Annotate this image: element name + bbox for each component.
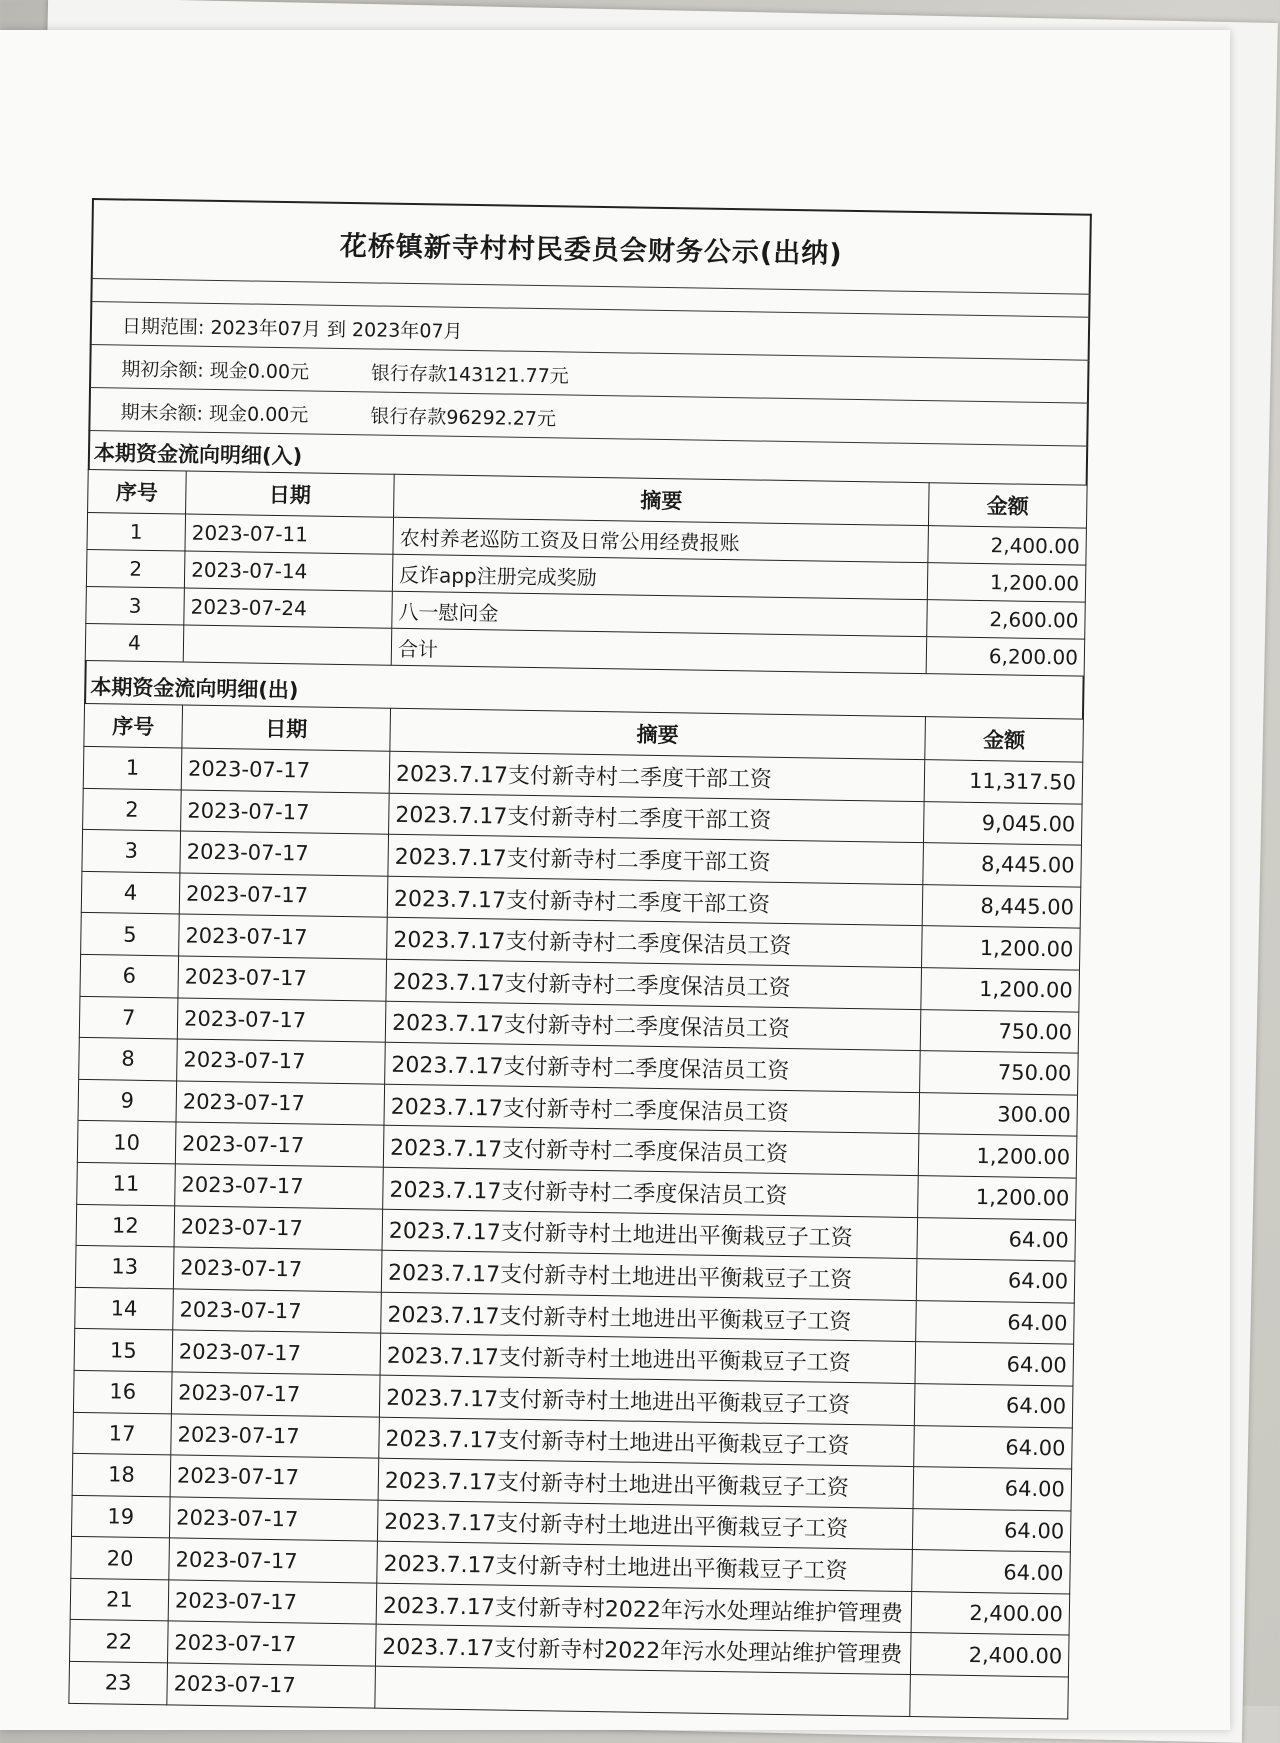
- row-amount: 1,200.00: [918, 1176, 1077, 1220]
- row-no: 11: [77, 1162, 176, 1205]
- row-amount: 64.00: [914, 1383, 1073, 1427]
- row-amount: 64.00: [916, 1300, 1075, 1344]
- row-no: 5: [81, 913, 180, 956]
- row-date: 2023-07-17: [173, 1247, 382, 1292]
- row-amount: 2,600.00: [927, 600, 1086, 639]
- row-summary: 2023.7.17支付新寺村土地进出平衡栽豆子工资: [377, 1541, 913, 1591]
- row-no: 8: [79, 1038, 178, 1081]
- row-date: 2023-07-17: [178, 956, 387, 1001]
- row-amount: 750.00: [920, 1009, 1079, 1053]
- row-amount: 64.00: [913, 1467, 1072, 1511]
- row-date: 2023-07-17: [167, 1663, 376, 1708]
- income-table: [85, 469, 1088, 677]
- document-title: 花桥镇新寺村村民委员会财务公示(出纳): [91, 198, 1092, 295]
- row-amount: 6,200.00: [926, 637, 1085, 676]
- row-no: 16: [73, 1370, 172, 1413]
- expense-rows: [69, 746, 1083, 1718]
- row-summary: [375, 1666, 911, 1716]
- finance-notice: [68, 198, 1092, 1719]
- row-no: 4: [85, 623, 184, 662]
- row-date: 2023-07-17: [171, 1413, 380, 1458]
- header-summary: 摘要: [390, 708, 926, 759]
- row-no: 20: [71, 1537, 170, 1580]
- row-date: 2023-07-17: [170, 1455, 379, 1500]
- row-date: 2023-07-17: [172, 1330, 381, 1375]
- row-no: 7: [79, 996, 178, 1039]
- header-no: 序号: [84, 703, 183, 748]
- paper-sheet: [0, 30, 1230, 1730]
- header-summary: 摘要: [394, 474, 930, 525]
- row-no: 15: [74, 1329, 173, 1372]
- row-summary: 八一慰问金: [392, 591, 928, 636]
- row-amount: 64.00: [916, 1259, 1075, 1303]
- income-section-label: 本期资金流向明细(入): [88, 431, 1088, 485]
- row-date: 2023-07-17: [169, 1538, 378, 1583]
- header-amount: 金额: [925, 717, 1084, 762]
- row-amount: 64.00: [912, 1550, 1071, 1594]
- row-no: 10: [77, 1121, 176, 1164]
- closing-bank: 银行存款96292.27元: [370, 405, 557, 431]
- row-summary: 2023.7.17支付新寺村二季度保洁员工资: [387, 918, 923, 968]
- row-no: 13: [75, 1246, 174, 1289]
- row-summary: 2023.7.17支付新寺村二季度保洁员工资: [385, 1042, 921, 1092]
- row-amount: 8,445.00: [922, 884, 1081, 928]
- row-date: 2023-07-17: [179, 873, 388, 918]
- row-amount: 750.00: [920, 1051, 1079, 1095]
- row-no: 9: [78, 1079, 177, 1122]
- closing-cash: 期末余额: 现金0.00元: [120, 401, 309, 427]
- row-date: 2023-07-17: [175, 1122, 384, 1167]
- row-summary: 2023.7.17支付新寺村二季度保洁员工资: [383, 1167, 919, 1217]
- header-date: 日期: [186, 471, 395, 517]
- row-amount: 11,317.50: [924, 760, 1083, 804]
- row-summary: 2023.7.17支付新寺村二季度干部工资: [389, 793, 925, 843]
- row-date: 2023-07-14: [184, 551, 393, 591]
- row-date: 2023-07-17: [181, 748, 390, 793]
- row-date: 2023-07-17: [177, 998, 386, 1043]
- row-summary: 合计: [391, 628, 927, 673]
- row-summary: 2023.7.17支付新寺村土地进出平衡栽豆子工资: [379, 1375, 915, 1425]
- row-no: 17: [73, 1412, 172, 1455]
- row-date: 2023-07-17: [167, 1621, 376, 1666]
- opening-cash: 期初余额: 现金0.00元: [121, 358, 310, 384]
- row-date: 2023-07-24: [184, 588, 393, 628]
- row-amount: 1,200.00: [918, 1134, 1077, 1178]
- row-no: 22: [70, 1620, 169, 1663]
- row-date: [183, 625, 392, 665]
- row-no: 4: [81, 871, 180, 914]
- row-amount: 8,445.00: [923, 843, 1082, 887]
- row-no: 18: [72, 1453, 171, 1496]
- row-amount: 2,400.00: [928, 526, 1087, 565]
- row-date: 2023-07-11: [185, 514, 394, 554]
- date-range: 日期范围: 2023年07月 到 2023年07月: [121, 315, 463, 343]
- row-summary: 2023.7.17支付新寺村二季度保洁员工资: [384, 1084, 920, 1134]
- row-no: 12: [76, 1204, 175, 1247]
- row-date: 2023-07-17: [177, 1039, 386, 1084]
- row-summary: 2023.7.17支付新寺村二季度保洁员工资: [386, 959, 922, 1009]
- row-date: 2023-07-17: [173, 1289, 382, 1334]
- row-summary: 2023.7.17支付新寺村2022年污水处理站维护管理费: [375, 1625, 911, 1675]
- row-no: 6: [80, 954, 179, 997]
- row-summary: 2023.7.17支付新寺村土地进出平衡栽豆子工资: [380, 1333, 916, 1383]
- row-amount: 9,045.00: [923, 801, 1082, 845]
- row-date: 2023-07-17: [181, 790, 390, 835]
- row-amount: [910, 1675, 1069, 1719]
- row-date: 2023-07-17: [174, 1205, 383, 1250]
- row-summary: 农村养老巡防工资及日常公用经费报账: [393, 517, 929, 562]
- opening-bank: 银行存款143121.77元: [370, 362, 569, 388]
- row-amount: 64.00: [914, 1425, 1073, 1469]
- row-no: 21: [70, 1578, 169, 1621]
- row-summary: 2023.7.17支付新寺村土地进出平衡栽豆子工资: [382, 1209, 918, 1259]
- row-summary: 2023.7.17支付新寺村二季度保洁员工资: [385, 1001, 921, 1051]
- row-summary: 2023.7.17支付新寺村二季度干部工资: [389, 751, 925, 801]
- row-summary: 反诈app注册完成奖励: [392, 554, 928, 599]
- row-date: 2023-07-17: [175, 1164, 384, 1209]
- row-amount: 1,200.00: [922, 926, 1081, 970]
- row-summary: 2023.7.17支付新寺村2022年污水处理站维护管理费: [376, 1583, 912, 1633]
- row-no: 3: [86, 586, 185, 625]
- row-summary: 2023.7.17支付新寺村土地进出平衡栽豆子工资: [377, 1500, 913, 1550]
- row-summary: 2023.7.17支付新寺村二季度保洁员工资: [383, 1126, 919, 1176]
- row-no: 14: [75, 1287, 174, 1330]
- row-no: 19: [71, 1495, 170, 1538]
- row-amount: 64.00: [917, 1217, 1076, 1261]
- row-summary: 2023.7.17支付新寺村二季度干部工资: [387, 876, 923, 926]
- row-amount: 64.00: [915, 1342, 1074, 1386]
- row-date: 2023-07-17: [180, 831, 389, 876]
- row-no: 2: [86, 549, 185, 588]
- expense-section-label: 本期资金流向明细(出): [84, 661, 1085, 719]
- row-summary: 2023.7.17支付新寺村土地进出平衡栽豆子工资: [378, 1458, 914, 1508]
- row-summary: 2023.7.17支付新寺村二季度干部工资: [388, 834, 924, 884]
- income-rows: [85, 512, 1086, 676]
- header-no: 序号: [88, 469, 187, 514]
- row-amount: 64.00: [912, 1508, 1071, 1552]
- row-date: 2023-07-17: [179, 914, 388, 959]
- row-date: 2023-07-17: [171, 1372, 380, 1417]
- expense-table: [68, 703, 1084, 1719]
- row-amount: 1,200.00: [921, 968, 1080, 1012]
- row-no: 2: [83, 788, 182, 831]
- header-date: 日期: [182, 705, 391, 751]
- row-amount: 1,200.00: [927, 563, 1086, 602]
- row-date: 2023-07-17: [169, 1497, 378, 1542]
- row-no: 3: [82, 830, 181, 873]
- row-date: 2023-07-17: [176, 1081, 385, 1126]
- row-amount: 2,400.00: [910, 1633, 1069, 1677]
- header-amount: 金额: [928, 483, 1087, 528]
- row-summary: 2023.7.17支付新寺村土地进出平衡栽豆子工资: [379, 1417, 915, 1467]
- row-summary: 2023.7.17支付新寺村土地进出平衡栽豆子工资: [381, 1250, 917, 1300]
- row-no: 1: [87, 512, 186, 551]
- row-date: 2023-07-17: [168, 1580, 377, 1625]
- row-amount: 2,400.00: [911, 1591, 1070, 1635]
- row-no: 23: [69, 1661, 168, 1704]
- row-summary: 2023.7.17支付新寺村土地进出平衡栽豆子工资: [381, 1292, 917, 1342]
- row-no: 1: [83, 746, 182, 789]
- row-amount: 300.00: [919, 1092, 1078, 1136]
